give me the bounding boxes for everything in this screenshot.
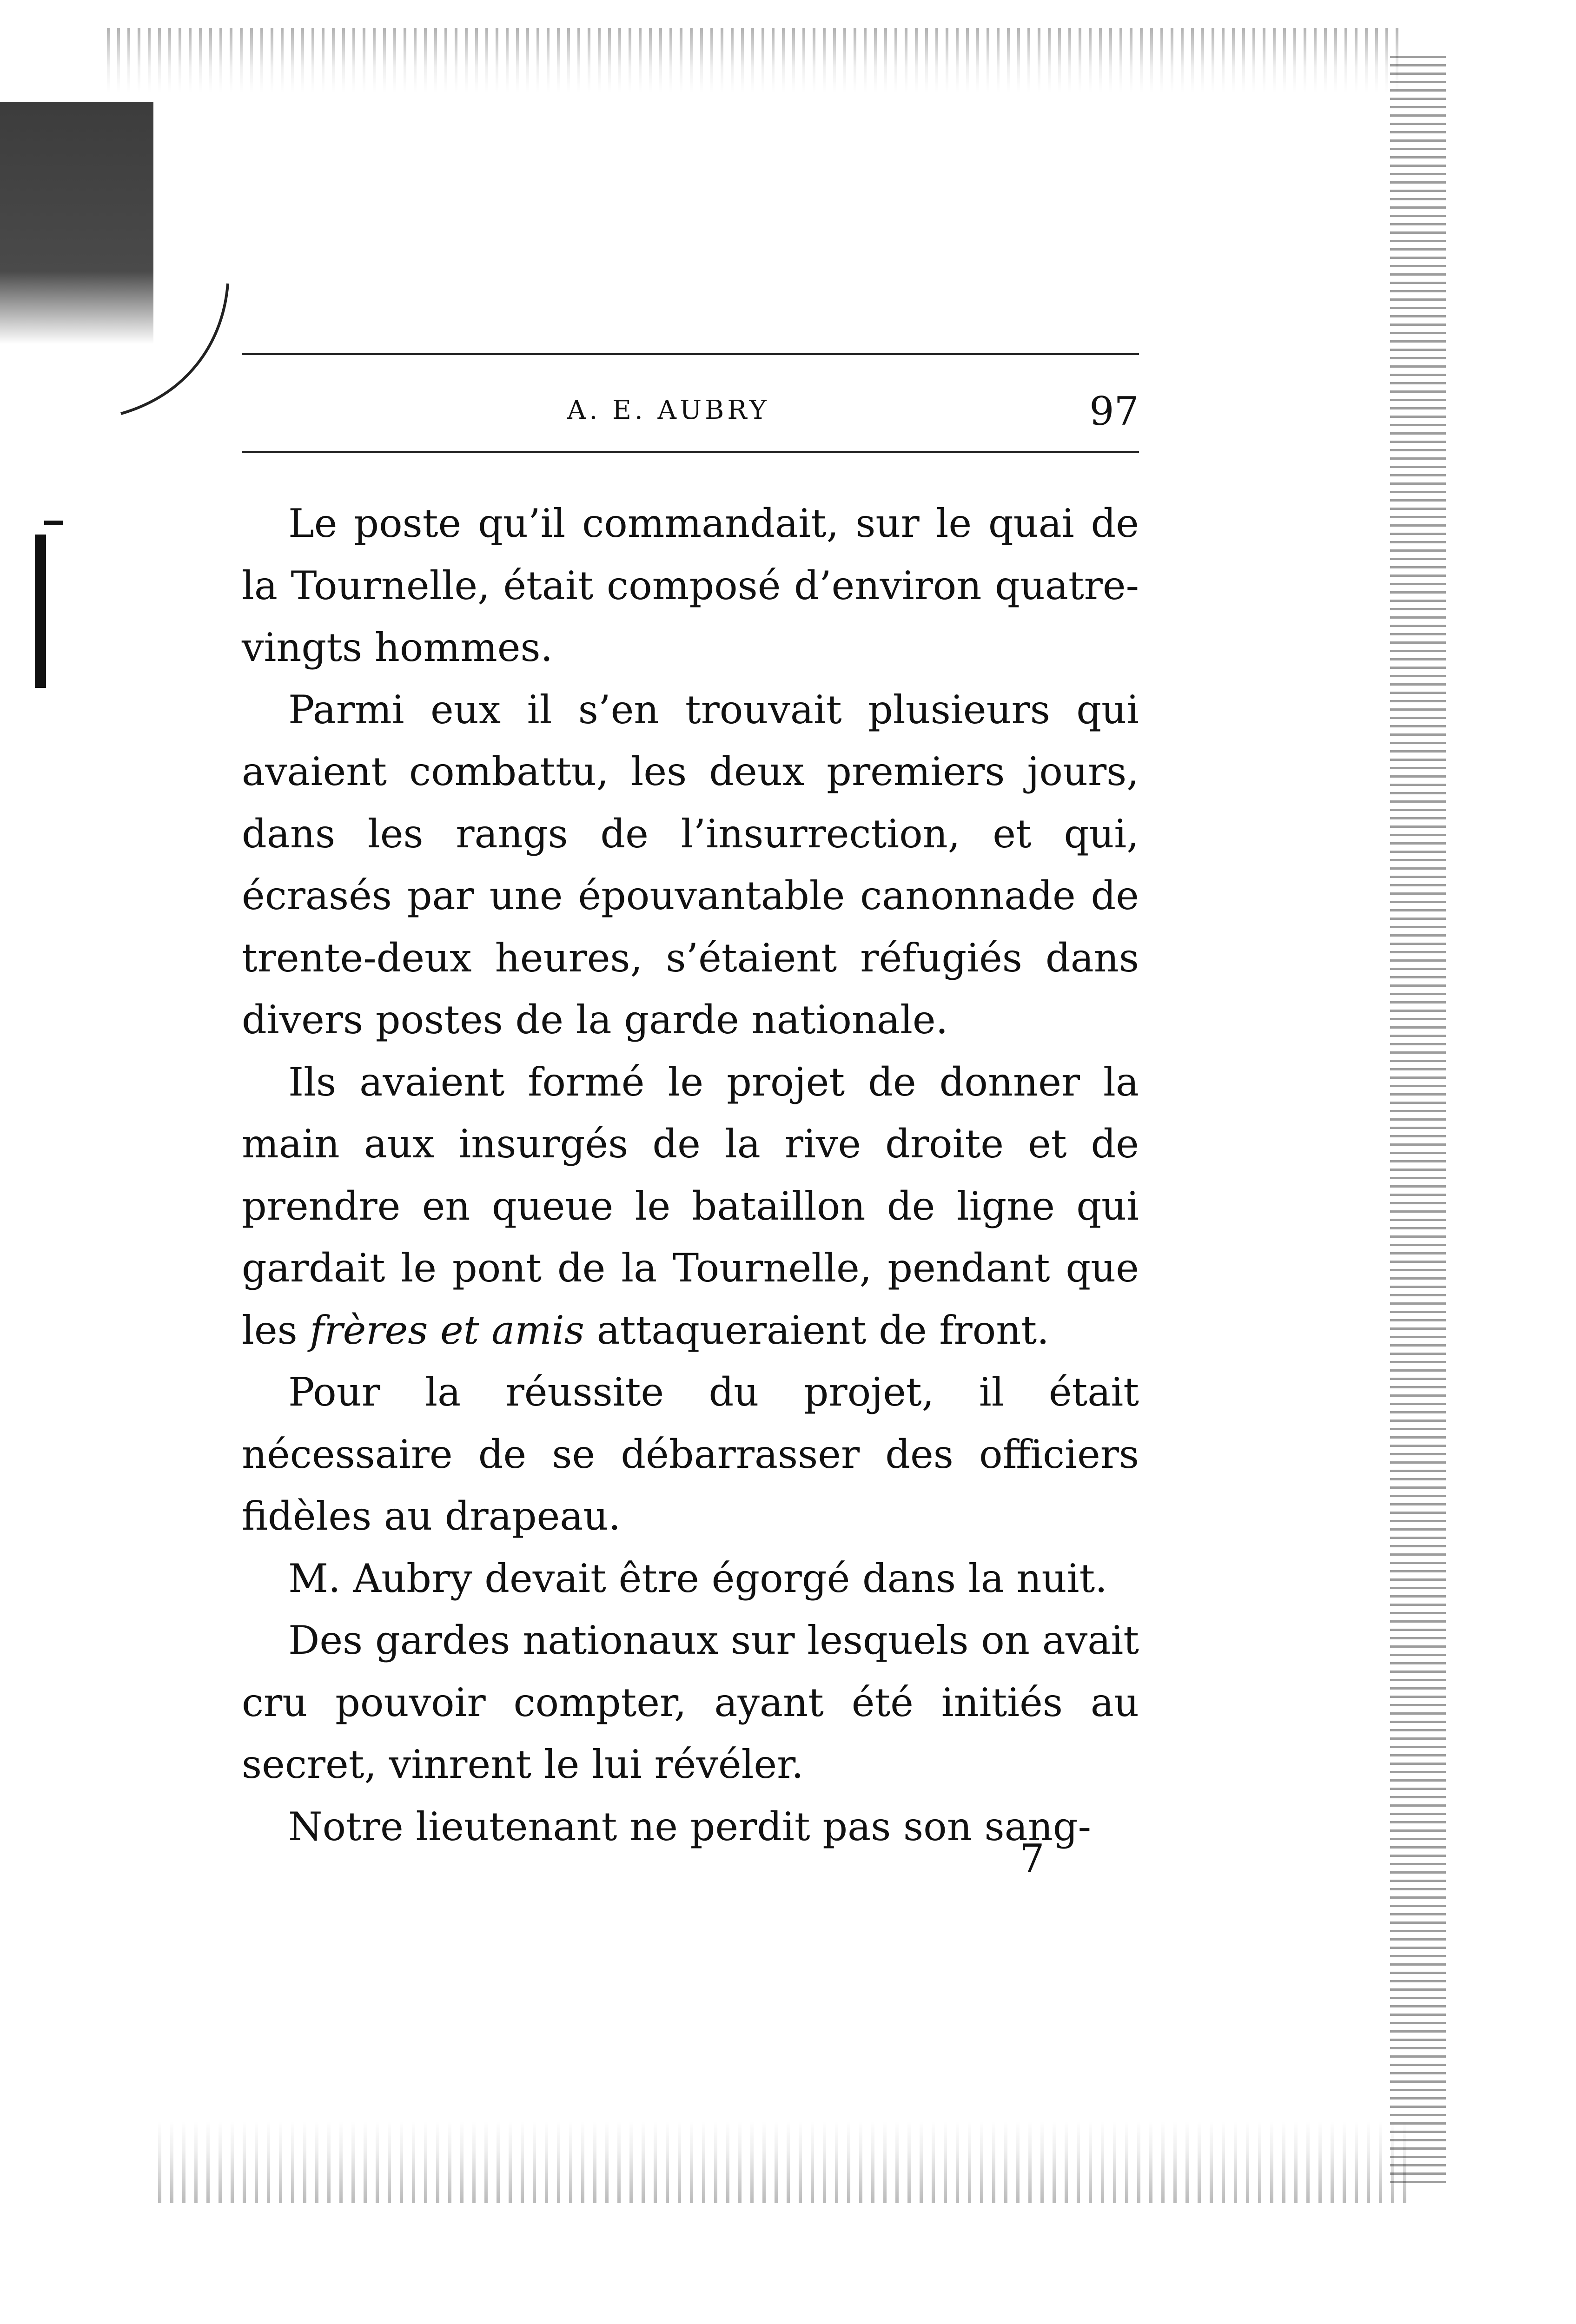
running-title: A. E. AUBRY (567, 395, 770, 425)
paragraph-3-text-end: attaqueraient de front. (584, 1307, 1049, 1353)
paragraph-3-text: Ils avaient formé le projet de donner la main aux insurgés de la rive droite et de prendre en queue le bataillon de ligne qui gardait le pont de la Tournelle, pendant que les (242, 1059, 1139, 1353)
scan-edge-bottom (158, 2119, 1413, 2203)
body-text (242, 493, 1139, 1858)
paragraph-6: Des gardes nationaux sur lesquels on avait cru pouvoir compter, ayant été initiés au secret, vinrent le lui révéler. (242, 1618, 1139, 1787)
paragraph-4: Pour la réussite du projet, il était nécessaire de se débarrasser des officiers fidèles au drapeau. (242, 1369, 1139, 1539)
scan-curve (116, 279, 237, 418)
header-rule-top (242, 353, 1139, 355)
paragraph-7: Notre lieutenant ne perdit pas son sang- (288, 1803, 1091, 1849)
scan-blot-stem (35, 535, 46, 688)
paragraph-5: M. Aubry devait être égorgé dans la nuit. (288, 1555, 1107, 1601)
header-rule-bottom (242, 451, 1139, 453)
page-number: 97 (1089, 389, 1139, 434)
scan-blot-dash (44, 521, 63, 525)
signature-mark: 7 (1020, 1836, 1045, 1882)
running-head (242, 389, 1139, 437)
scan-edge-top (107, 28, 1399, 93)
paragraph-3-italic: frères et amis (310, 1307, 584, 1353)
paragraph-2: Parmi eux il s’en trouvait plusieurs qui avaient combattu, les deux premiers jours, dans les rangs de l’insurrection, et qui, écrasés par une épouvantable canonnade de trente-deux heures, s’étaient réfugiés dans divers postes de la garde nationale. (242, 687, 1139, 1043)
paragraph-3 (242, 1051, 1139, 1362)
scan-edge-right (1390, 56, 1446, 2185)
paragraph-1: Le poste qu’il commandait, sur le quai de la Tournelle, était composé d’environ quatre-vingts hommes. (242, 501, 1139, 670)
